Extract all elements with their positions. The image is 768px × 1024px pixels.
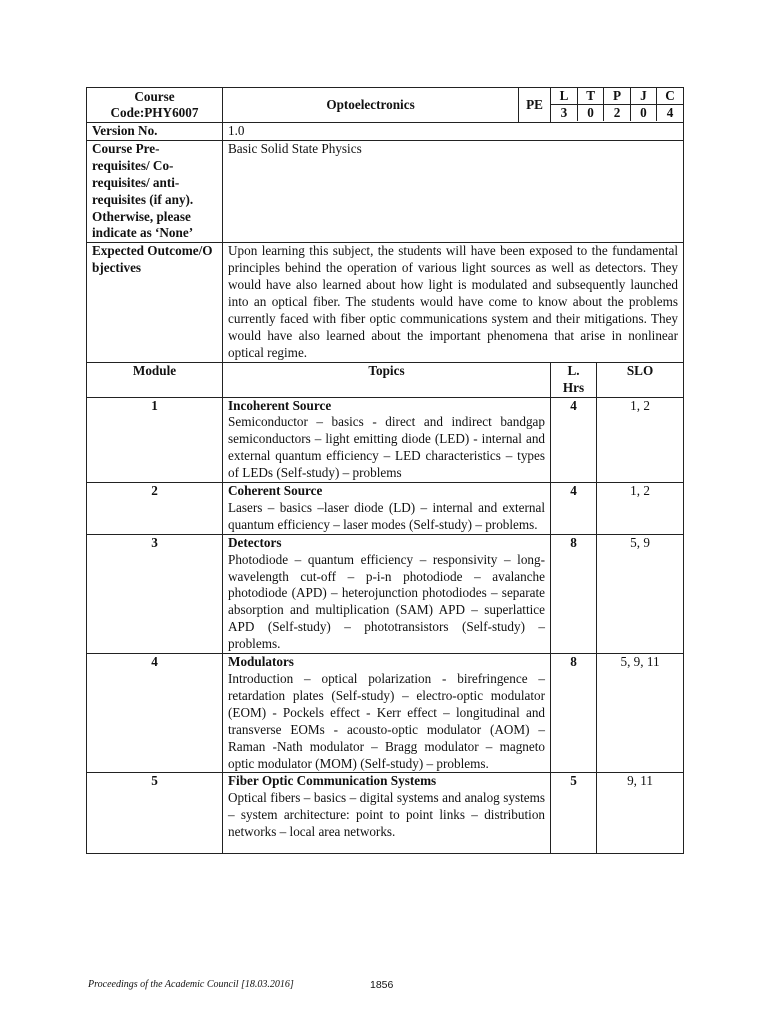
ltpjc-value-p: 2 bbox=[604, 105, 630, 122]
module-slo: 1, 2 bbox=[597, 397, 684, 483]
module-topics bbox=[223, 654, 551, 773]
hours-column-header: L. Hrs bbox=[551, 362, 597, 397]
modules-header-row bbox=[87, 362, 684, 397]
version-row bbox=[87, 123, 684, 141]
module-number: 4 bbox=[87, 654, 223, 773]
ltpjc-label-c: C bbox=[657, 88, 683, 105]
ltpjc-cell bbox=[551, 88, 684, 123]
version-value: 1.0 bbox=[223, 123, 684, 141]
module-title: Fiber Optic Communication Systems bbox=[228, 773, 437, 789]
ltpjc-label-j: J bbox=[630, 88, 656, 105]
module-description: Photodiode – quantum efficiency – responsivity – long-wavelength cut-off – p-i-n photodiode – avalanche photodiode (APD) – heterojunction photodiodes – separate absorption and multiplication (SAM) APD – superlattice APD (Self-study) – phototransistors (Self-study) – problems. bbox=[228, 551, 546, 652]
course-title: Optoelectronics bbox=[223, 88, 519, 123]
module-topics bbox=[223, 397, 551, 483]
ltpjc-value-l: 3 bbox=[551, 105, 577, 122]
course-category: PE bbox=[519, 88, 551, 123]
module-row bbox=[87, 483, 684, 535]
module-hours: 8 bbox=[551, 654, 597, 773]
module-topics bbox=[223, 773, 551, 854]
syllabus-page bbox=[86, 87, 683, 854]
module-hours: 8 bbox=[551, 534, 597, 653]
ltpjc-labels bbox=[551, 88, 683, 105]
module-title: Incoherent Source bbox=[228, 397, 332, 413]
module-number: 1 bbox=[87, 397, 223, 483]
prerequisites-value: Basic Solid State Physics bbox=[223, 140, 684, 242]
module-number: 3 bbox=[87, 534, 223, 653]
module-slo: 1, 2 bbox=[597, 483, 684, 535]
prerequisites-row bbox=[87, 140, 684, 242]
module-title: Modulators bbox=[228, 654, 294, 670]
module-title: Coherent Source bbox=[228, 483, 323, 499]
ltpjc-label-l: L bbox=[551, 88, 577, 105]
module-hours: 4 bbox=[551, 397, 597, 483]
module-slo: 9, 11 bbox=[597, 773, 684, 854]
module-row bbox=[87, 654, 684, 773]
ltpjc-value-t: 0 bbox=[577, 105, 603, 122]
module-column-header: Module bbox=[87, 362, 223, 397]
topics-column-header: Topics bbox=[223, 362, 551, 397]
module-hours: 5 bbox=[551, 773, 597, 854]
ltpjc-label-t: T bbox=[577, 88, 603, 105]
version-label: Version No. bbox=[87, 123, 223, 141]
module-row bbox=[87, 397, 684, 483]
outcome-label: Expected Outcome/Objectives bbox=[87, 243, 223, 362]
ltpjc-label-p: P bbox=[604, 88, 630, 105]
ltpjc-value-c: 4 bbox=[657, 105, 683, 122]
module-description: Semiconductor – basics - direct and indirect bandgap semiconductors – light emitting diode (LED) - internal and external quantum efficiency – LED characteristics – types of LEDs (Self-study) – problems bbox=[228, 414, 546, 481]
module-row bbox=[87, 773, 684, 854]
page-number: 1856 bbox=[370, 979, 394, 991]
module-description: Optical fibers – basics – digital systems and analog systems – system architecture: point to point links – distribution networks – local area networks. bbox=[228, 790, 546, 840]
slo-column-header: SLO bbox=[597, 362, 684, 397]
module-slo: 5, 9, 11 bbox=[597, 654, 684, 773]
module-title: Detectors bbox=[228, 534, 282, 550]
outcome-row bbox=[87, 243, 684, 362]
module-topics bbox=[223, 534, 551, 653]
ltpjc-table bbox=[551, 88, 683, 121]
course-code-line1: Course bbox=[134, 89, 175, 104]
ltpjc-values bbox=[551, 105, 683, 122]
module-hours: 4 bbox=[551, 483, 597, 535]
syllabus-table bbox=[86, 87, 684, 854]
module-description: Lasers – basics –laser diode (LD) – internal and external quantum efficiency – laser modes (Self-study) – problems. bbox=[228, 499, 546, 532]
module-number: 5 bbox=[87, 773, 223, 854]
module-number: 2 bbox=[87, 483, 223, 535]
module-slo: 5, 9 bbox=[597, 534, 684, 653]
course-code-line2: Code:PHY6007 bbox=[110, 105, 199, 120]
module-row bbox=[87, 534, 684, 653]
footer-proceedings: Proceedings of the Academic Council [18.03.2016] bbox=[88, 979, 294, 990]
module-description: Introduction – optical polarization - birefringence – retardation plates (Self-study) – electro-optic modulator (EOM) - Pockels effect - Kerr effect – longitudinal and transverse EOMs - acousto-optic modulator (AOM) – Raman -Nath modulator – Bragg modulator – magneto optic modulator (MOM) (Self-study) – problems. bbox=[228, 671, 546, 771]
ltpjc-value-j: 0 bbox=[630, 105, 656, 122]
prerequisites-label: Course Pre-requisites/ Co-requisites/ anti-requisites (if any). Otherwise, please indicate as ‘None’ bbox=[87, 140, 223, 242]
module-topics bbox=[223, 483, 551, 535]
course-code-cell bbox=[87, 88, 223, 123]
outcome-value: Upon learning this subject, the students will have been exposed to the fundamental principles behind the operation of various light sources as well as detectors. They would have also learned about how light is modulated and subsequently launched into an optical fiber. The students would have come to know about the problems currently faced with fiber optic communications system and their mitigations. They would have also learned about the important phenomena that arise in nonlinear optical regime. bbox=[223, 243, 684, 362]
course-header-row bbox=[87, 88, 684, 123]
